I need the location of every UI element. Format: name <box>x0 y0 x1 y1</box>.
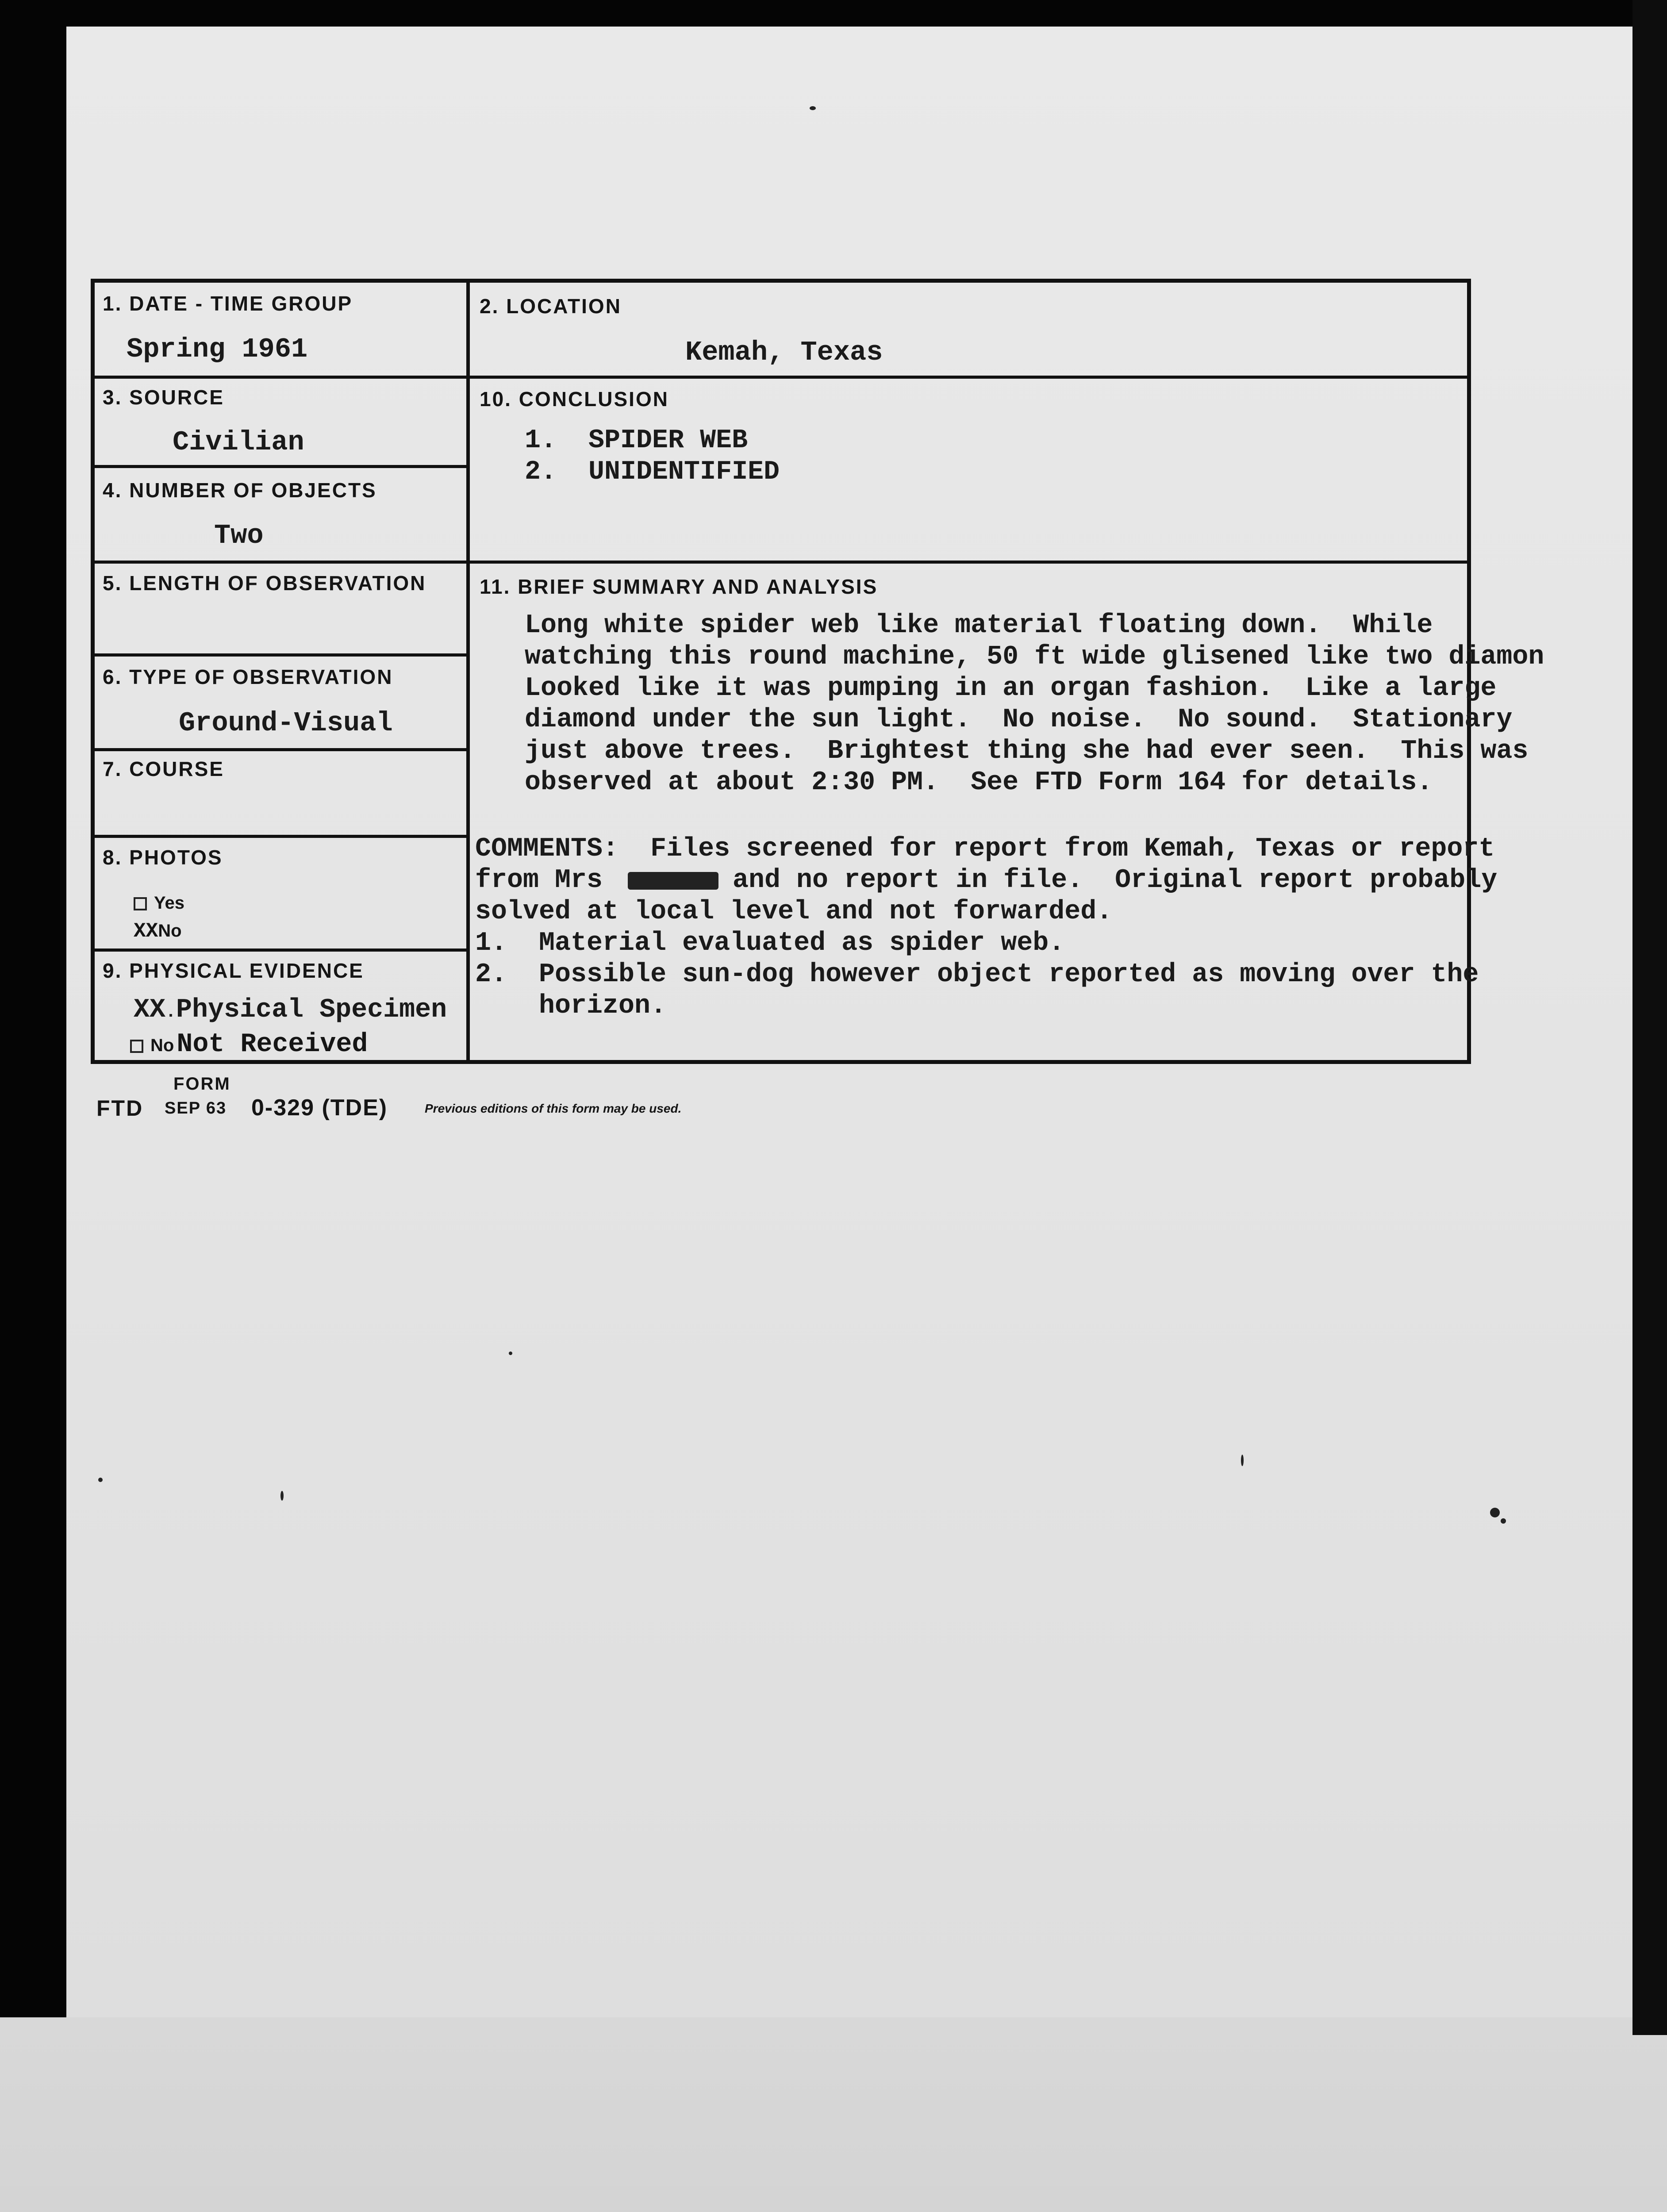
underlying-sheet <box>0 2017 1667 2212</box>
conclusion-item-2: 2. UNIDENTIFIED <box>525 457 780 487</box>
comments-item-1: 1. Material evaluated as spider web. <box>475 928 1065 958</box>
scan-speck <box>1490 1508 1500 1517</box>
comments-line-1: COMMENTS: Files screened for report from Kemah, Texas or report <box>475 834 1495 864</box>
column-divider <box>466 283 470 1061</box>
number-of-objects-label: 4. NUMBER OF OBJECTS <box>103 479 377 502</box>
row-divider <box>95 376 1468 379</box>
number-of-objects-value: Two <box>214 520 264 551</box>
conclusion-item-1: 1. SPIDER WEB <box>525 426 748 456</box>
photos-yes-checkbox <box>134 897 147 910</box>
report-form <box>91 279 1544 1064</box>
footer-date: SEP 63 <box>165 1099 227 1118</box>
footer-form-number: 0-329 (TDE) <box>251 1095 388 1121</box>
footer-ftd: FTD <box>96 1096 144 1121</box>
photos-no-option <box>134 920 182 943</box>
physical-evidence-label: 9. PHYSICAL EVIDENCE <box>103 959 364 982</box>
physical-evidence-no-checkbox <box>130 1040 143 1053</box>
photos-label: 8. PHOTOS <box>103 846 223 869</box>
summary-line-4: diamond under the sun light. No noise. No sound. Stationary <box>525 705 1513 735</box>
photos-yes-text: Yes <box>154 893 184 913</box>
physical-evidence-no-text: No <box>150 1036 174 1055</box>
summary-line-6: observed at about 2:30 PM. See FTD Form 164 for details. <box>525 768 1433 798</box>
summary-line-2: watching this round machine, 50 ft wide glisened like two diamon <box>525 642 1544 672</box>
comments-line-3: solved at local level and not forwarded. <box>475 897 1113 927</box>
scan-speck <box>810 106 816 110</box>
summary-line-1: Long white spider web like material floating down. While <box>525 611 1433 641</box>
comments-line-2b: and no report in file. Original report probably <box>733 865 1498 895</box>
physical-evidence-yes-mark: XX <box>134 995 166 1025</box>
row-divider <box>95 465 466 468</box>
comments-item-3: horizon. <box>475 991 667 1021</box>
row-divider <box>95 653 466 657</box>
row-divider <box>95 561 1468 564</box>
summary-line-5: just above trees. Brightest thing she had ever seen. This was <box>525 736 1529 766</box>
source-value: Civilian <box>173 426 304 458</box>
photos-no-mark: XX <box>134 920 158 943</box>
conclusion-label: 10. CONCLUSION <box>480 388 669 411</box>
type-of-observation-label: 6. TYPE OF OBSERVATION <box>103 665 393 688</box>
scan-speck <box>1501 1518 1506 1524</box>
comments-item-2: 2. Possible sun-dog however object reported as moving over the <box>475 960 1479 990</box>
footer-note: Previous editions of this form may be used. <box>425 1102 682 1115</box>
summary-label: 11. BRIEF SUMMARY AND ANALYSIS <box>480 575 878 598</box>
source-label: 3. SOURCE <box>103 386 224 409</box>
scan-speck <box>280 1491 284 1501</box>
type-of-observation-value: Ground-Visual <box>179 707 393 739</box>
comments-line-2a: from Mrs <box>475 865 603 895</box>
scan-speck <box>1241 1455 1244 1466</box>
scan-speck <box>98 1478 103 1482</box>
length-of-observation-label: 5. LENGTH OF OBSERVATION <box>103 572 426 595</box>
summary-line-3: Looked like it was pumping in an organ fashion. Like a large <box>525 673 1497 703</box>
row-divider <box>95 949 466 952</box>
location-value: Kemah, Texas <box>685 337 883 368</box>
redaction-mark <box>628 872 718 890</box>
physical-evidence-no-detail: Not Received <box>177 1029 368 1060</box>
scan-edge <box>1632 0 1667 2035</box>
physical-evidence-yes-text: Physical Specimen <box>176 995 447 1025</box>
scan-speck <box>509 1352 512 1355</box>
location-label: 2. LOCATION <box>480 295 622 318</box>
physical-evidence-yes: XX.Physical Specimen <box>134 995 447 1025</box>
physical-evidence-no <box>130 1029 368 1060</box>
date-time-group-label: 1. DATE - TIME GROUP <box>103 292 353 315</box>
row-divider <box>95 835 466 838</box>
footer-form-word: FORM <box>173 1074 231 1094</box>
date-time-group-value: Spring 1961 <box>127 334 308 365</box>
row-divider <box>95 748 466 751</box>
photos-no-text: No <box>158 921 182 941</box>
photos-yes-option <box>134 893 184 913</box>
course-label: 7. COURSE <box>103 757 224 780</box>
